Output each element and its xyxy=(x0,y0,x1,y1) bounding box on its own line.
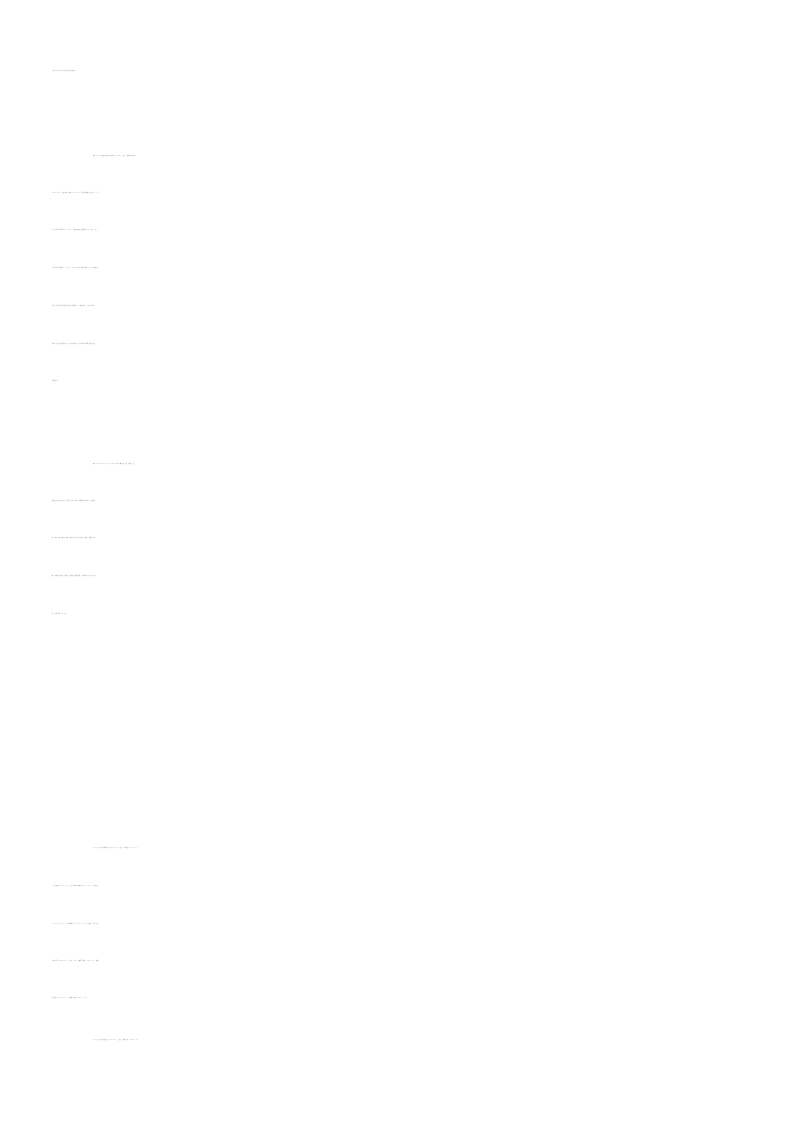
paragraph-line: 金额占工程支出金额的100%，服务采购授予中小企业合同金额占服务支出 xyxy=(52,344,96,345)
paragraph-line xyxy=(0,720,793,750)
section-heading-performance xyxy=(0,641,793,671)
paragraph-line: 出 2462.20 万元），年内调增预算 4545.71 万元，上年无结转，全年可执 xyxy=(52,924,99,925)
paragraph-line: 元、项目支出 2500.55 万元（支付系统中基本支出 1354.09 万元、项目支 xyxy=(52,886,99,887)
section-heading-government-procurement xyxy=(0,100,793,130)
paragraph-line: 用车2辆、执法执勤用车0辆、特种专业技术用车0辆、离退休干部服务用车0 xyxy=(52,538,97,539)
section-heading-state-assets xyxy=(0,408,793,438)
paragraph-line: 授予中小企业合同金额占货物支出金额的0%，工程采购授予中小企业合同 xyxy=(52,306,95,307)
paragraph-line: 出159.18万元、政府采购工程支出159.18万元、政府采购服务支出0万元。授 xyxy=(52,193,99,194)
paragraph-line: 截至2024年12月31日，部门（单位）共有车辆4辆，其中，副部（省） xyxy=(93,464,136,465)
paragraph-line: 予中小企业合同金额159.18万元，占政府采购支出总额的100%，其中：授予 xyxy=(52,230,98,231)
subsection-heading-overall-expenditure xyxy=(0,796,793,826)
paragraph-line: 内容为重大公共卫生传染病防治专项培训。 xyxy=(52,71,77,72)
paragraph-line: 本部门2024年度政府采购支出总额159.18万元，其中：政府采购货物支 xyxy=(93,156,136,157)
paragraph-line: 备（不含车辆）0台（套）。 xyxy=(52,614,69,615)
paragraph-line: 2024 年部门年初预算收入 3816.29 万元，其中：基本支出 1315.74 万 xyxy=(93,848,139,849)
paragraph-line: 辆、其他用车2辆，其他用车主要是疫苗冷链运输；单位价值100万元以上设 xyxy=(52,576,97,577)
subsection-heading-management xyxy=(0,682,793,712)
paragraph-line: 资金指标 2540.89 万元，非税收入来源 5324.21 万元。 xyxy=(52,998,88,999)
paragraph-line xyxy=(0,755,793,785)
paragraph-line: 小微企业合同金额159.18万元，占授予中小企业合同金额的100%。货物采购 xyxy=(52,268,98,269)
paragraph-line: 级及以上领导用车0辆、主要负责人用车0辆、机要通信用车0辆、应急保障 xyxy=(52,501,96,502)
paragraph-line: 2024 年部门决算总支出 7325.82 万元，其中：基本支出 1350.61 万元、 xyxy=(93,1040,140,1041)
paragraph-line: 金额的0%。 xyxy=(52,381,60,382)
paragraph-line: 行预算合计 8362.00 万元，其中：中央、省级资金指标 496.90 万元、县级 xyxy=(52,961,99,962)
